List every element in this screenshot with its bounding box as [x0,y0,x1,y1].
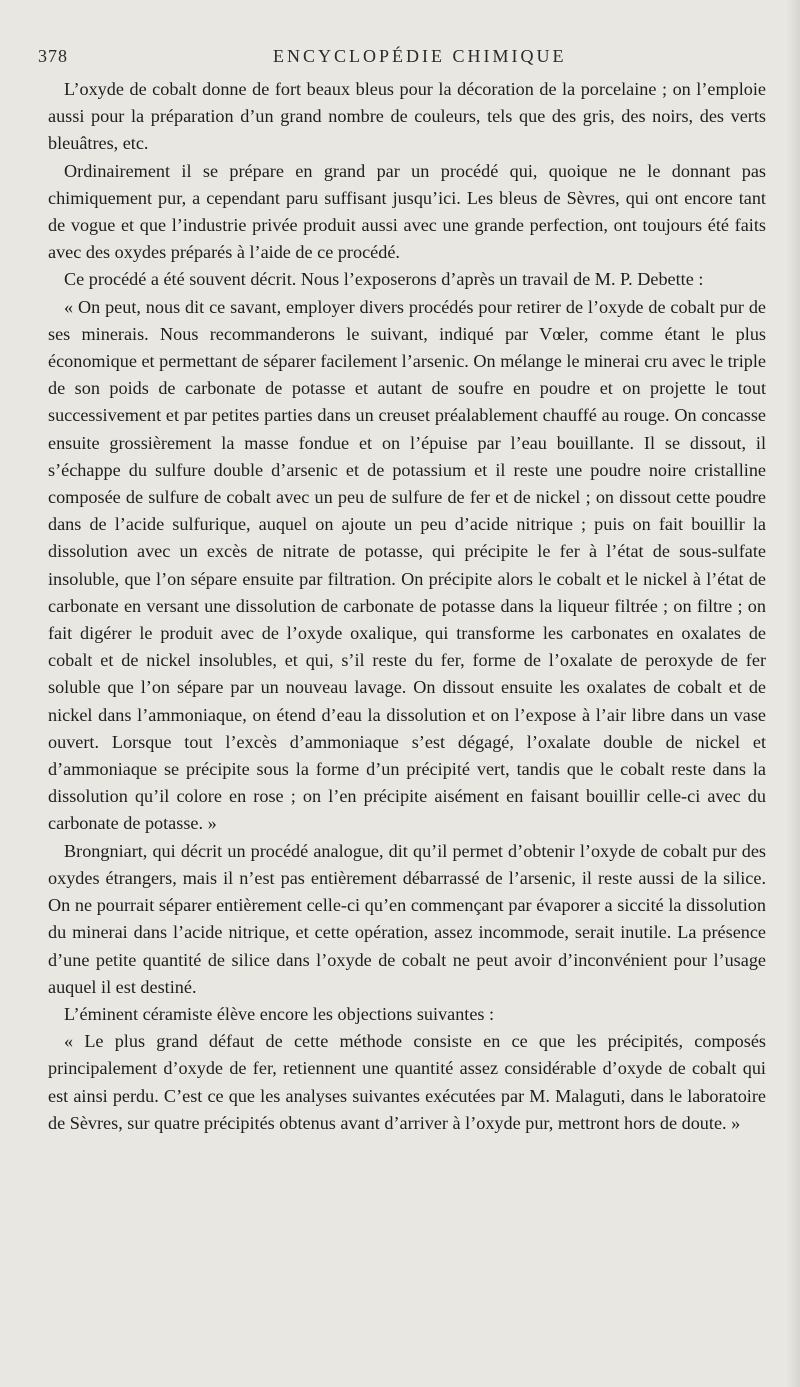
paragraph-brongniart: Brongniart, qui décrit un procédé analogue, dit qu’il permet d’obtenir l’oxyde de cobalt pur des oxydes étrangers, mais il n’est pas entièrement débarrassé de l’arsenic, il reste aussi de la silice. On ne pourrait séparer entièrement celle-ci qu’en commençant par évaporer a siccité la dissolution du minerai dans l’acide nitrique, et cette opération, assez incommode, serait inutile. La présence d’une petite quantité de silice dans l’oxyde de cobalt ne peut avoir d’inconvénient pour l’usage auquel il est destiné. [48,840,766,997]
running-title: ENCYCLOPÉDIE CHIMIQUE [273,46,567,66]
paragraph-objections-intro: L’éminent céramiste élève encore les objections suivantes : [64,1003,495,1024]
page-edge-shadow [786,0,800,1387]
paragraph-cobalt-oxide-uses: L’oxyde de cobalt donne de fort beaux bleus pour la décoration de la porcelaine ; on l’emploie aussi pour la préparation d’un grand nombre de couleurs, tels que des gris, des noirs, des verts bleuâtres, etc. [48,79,766,154]
paragraph-debette-intro: Ce procédé a été souvent décrit. Nous l’exposerons d’après un travail de M. P. Debette : [64,269,704,290]
page-number: 378 [38,46,68,66]
page-header [38,40,766,76]
paragraph-objections-quote: « Le plus grand défaut de cette méthode consiste en ce que les précipités, composés principalement d’oxyde de fer, retiennent une quantité assez considérable d’oxyde de cobalt qui est ainsi perdu. C’est ce que les analyses suivantes exécutées par M. Malaguti, dans le laboratoire de Sèvres, sur quatre précipités obtenus avant d’arriver à l’oxyde pur, mettront hors de doute. » [48,1031,766,1133]
paragraph-preparation-method: Ordinairement il se prépare en grand par un procédé qui, quoique ne le donnant pas chimiquement pur, a cependant paru suffisant jusqu’ici. Les bleus de Sèvres, qui ont encore tant de vogue et que l’industrie privée produit aussi avec une grande perfection, ont toujours été faits avec des oxydes préparés à l’aide de ce procédé. [48,160,766,263]
paragraph-debette-quote: « On peut, nous dit ce savant, employer divers procédés pour retirer de l’oxyde de cobalt pur de ses minerais. Nous recommanderons le suivant, indiqué par Vœler, comme étant le plus économique et permettant de séparer facilement l’arsenic. On mélange le minerai cru avec le triple de son poids de carbonate de potasse et autant de soufre en poudre et on projette le tout successivement et par petites parties dans un creuset préalablement chauffé au rouge. On concasse ensuite grossièrement la masse fondue et on l’épuise par l’eau bouillante. Il se dissout, il s’échappe du sulfure double d’arsenic et de potassium et il reste une poudre noire cristalline composée de sulfure de cobalt avec un peu de sulfure de fer et de nickel ; on dissout cette poudre dans de l’acide sulfurique, auquel on ajoute un peu d’acide nitrique ; puis on fait bouillir la dissolution avec un excès de nitrate de potasse, qui précipite le fer à l’état de sous-sulfate insoluble, que l’on sépare ensuite par filtration. On précipite alors le cobalt et le nickel à l’état de carbonate en versant une dissolution de carbonate de potasse dans la liqueur filtrée ; on filtre ; on fait digérer le produit avec de l’oxyde oxalique, qui transforme les carbonates en oxalates de cobalt et de nickel insolubles, et qui, s’il reste du fer, forme de l’oxalate de peroxyde de fer soluble que l’on sépare par un nouveau lavage. On dissout ensuite les oxalates de cobalt et de nickel dans l’ammoniaque, on étend d’eau la dissolution et on l’expose à l’air libre dans un vase ouvert. Lorsque tout l’excès d’ammoniaque s’est dégagé, l’oxalate double de nickel et d’ammoniaque se précipite sous la forme d’un précipité vert, tandis que le cobalt reste dans la dissolution qu’il colore en rose ; on l’en précipite aisément en faisant bouillir celle-ci avec du carbonate de potasse. » [48,296,766,834]
body-text [48,76,766,1137]
